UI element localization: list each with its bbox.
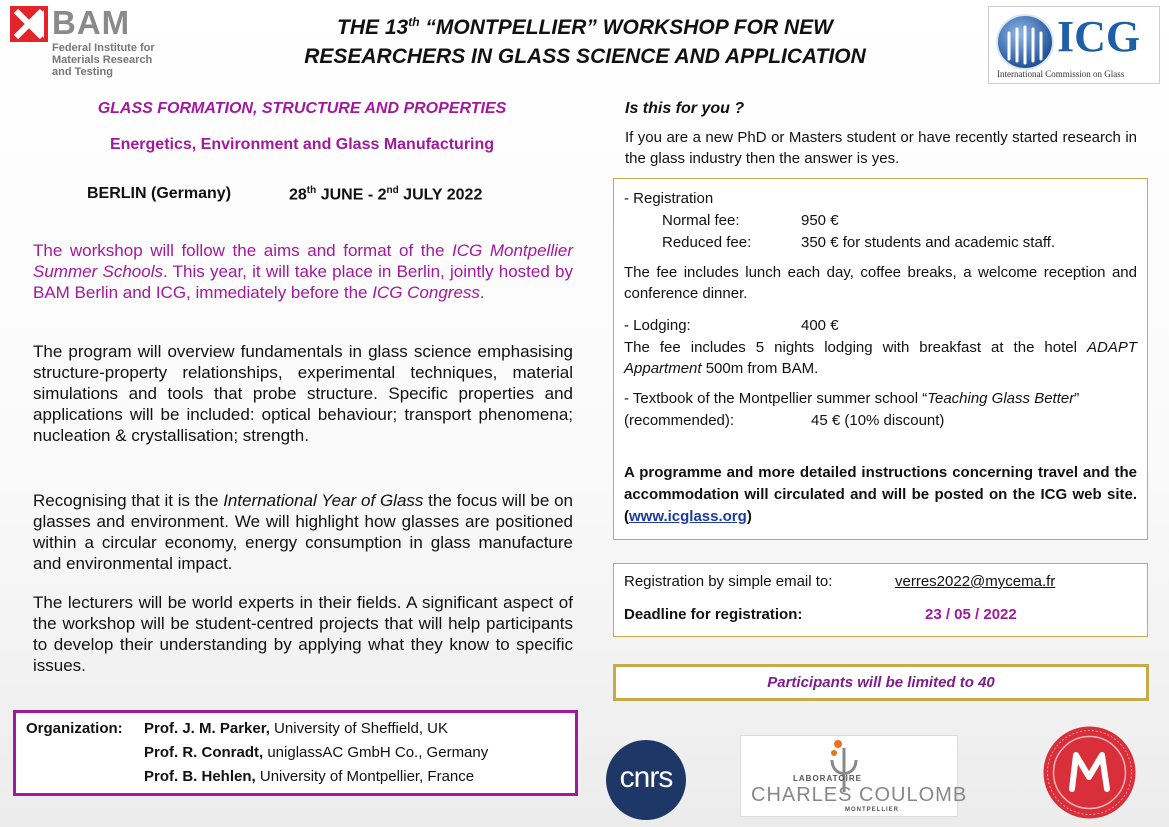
p3-b: International Year of Glass bbox=[223, 491, 424, 510]
audience-title: Is this for you ? bbox=[625, 100, 745, 117]
bam-logo bbox=[8, 4, 156, 76]
event-theme: Energetics, Environment and Glass Manufacturing bbox=[109, 136, 495, 153]
registration-email-link[interactable]: verres2022@mycema.fr bbox=[895, 573, 1056, 590]
organizer-affiliation: uniglassAC GmbH Co., Germany bbox=[263, 744, 489, 761]
programme-text bbox=[624, 462, 1137, 528]
date-start-month: JUNE - 2 bbox=[316, 186, 387, 204]
organization-box bbox=[13, 710, 578, 796]
reduced-fee-label: Reduced fee: bbox=[662, 234, 752, 251]
textbook-a: - Textbook of the Montpellier summer school “ bbox=[624, 390, 928, 407]
programme-text-a: A programme and more detailed instructions concerning travel and the accommodation will circulated and will be posted on the ICG web site. ( bbox=[624, 464, 1137, 525]
organizer-line bbox=[144, 741, 488, 765]
coulomb-logo bbox=[740, 735, 968, 817]
organizer-name: Prof. R. Conradt, bbox=[144, 744, 264, 761]
lodging-value: 400 € bbox=[801, 317, 839, 334]
textbook-b: Teaching Glass Better bbox=[927, 390, 1075, 407]
bam-x-icon bbox=[10, 6, 48, 42]
normal-fee-label: Normal fee: bbox=[662, 212, 740, 229]
textbook-value: 45 € (10% discount) bbox=[811, 412, 945, 429]
organizer-name: Prof. J. M. Parker, bbox=[144, 720, 270, 737]
event-subtitle: GLASS FORMATION, STRUCTURE AND PROPERTIES bbox=[97, 100, 507, 117]
university-montpellier-seal-icon bbox=[1042, 725, 1137, 820]
title-line2: RESEARCHERS IN GLASS SCIENCE AND APPLICATION bbox=[304, 45, 866, 68]
organizer-name: Prof. B. Hehlen, bbox=[144, 768, 256, 785]
registration-box bbox=[613, 563, 1148, 637]
icg-globe-icon bbox=[995, 13, 1055, 71]
participant-limit-banner: Participants will be limited to 40 bbox=[613, 664, 1149, 701]
organizer-affiliation: University of Sheffield, UK bbox=[269, 720, 449, 737]
lodging-label: - Lodging: bbox=[624, 317, 691, 334]
deadline-value: 23 / 05 / 2022 bbox=[925, 606, 1017, 623]
deadline-label: Deadline for registration: bbox=[624, 606, 803, 623]
organizer-line bbox=[144, 717, 448, 741]
lodging-text-b: ADAPT Appartment bbox=[624, 339, 1137, 377]
textbook-text bbox=[624, 388, 1079, 409]
organizer-line bbox=[144, 765, 474, 789]
event-dates bbox=[289, 185, 482, 204]
date-end-rest: JULY 2022 bbox=[398, 186, 483, 204]
normal-fee-value: 950 € bbox=[801, 212, 839, 229]
p1-c: . This year, it will take place in Berlin, jointly hosted by BAM Berlin and ICG, immediately before the bbox=[33, 262, 573, 302]
program-paragraph: The program will overview fundamentals in glass science emphasising structure-property relationships, experimental techniques, material simulations and tools that probe structure. Specific properties and applications will be included: optical behaviour; transport phenomena; nucleation & crystallisation; strength. bbox=[33, 342, 573, 445]
title-line1-post: “MONTPELLIER” WORKSHOP FOR NEW bbox=[419, 16, 833, 39]
coulomb-name: CHARLES COULOMB bbox=[751, 784, 968, 806]
lodging-text-a: The fee includes 5 nights lodging with breakfast at the hotel bbox=[624, 339, 1087, 356]
reduced-fee-value: 350 € for students and academic staff. bbox=[801, 234, 1056, 251]
cnrs-logo-text: cnrs bbox=[619, 761, 673, 794]
bam-logo-subtitle: Federal Institute for Materials Research and Testing bbox=[52, 42, 155, 78]
icg-logo-subtitle: International Commission on Glass bbox=[997, 69, 1125, 79]
date-start-day: 28 bbox=[289, 186, 307, 204]
lecturers-paragraph: The lecturers will be world experts in their fields. A significant aspect of the workshop will be student-centred projects that will help participants to develop their understanding by applying what they know to specific issues. bbox=[33, 593, 573, 675]
focus-paragraph bbox=[33, 490, 573, 574]
organization-label: Organization: bbox=[26, 720, 123, 737]
title-line1-pre: THE 13 bbox=[337, 16, 409, 39]
registration-email-label: Registration by simple email to: bbox=[624, 573, 833, 590]
p1-e: . bbox=[479, 283, 485, 302]
registration-label: - Registration bbox=[624, 190, 714, 207]
date-start-sup: th bbox=[306, 185, 317, 196]
p3-c: the focus will be on glasses and environment. We will highlight how glasses are positioned within a circular economy, energy consumption in glass manufacture and environmental impact. bbox=[33, 491, 573, 573]
p1-b: ICG Montpellier Summer Schools bbox=[33, 241, 573, 281]
textbook-c: ” bbox=[1074, 390, 1080, 407]
fees-box bbox=[613, 178, 1148, 540]
icg-website-link[interactable]: www.icglass.org bbox=[629, 508, 747, 525]
p1-d: ICG Congress bbox=[372, 283, 480, 302]
lodging-text bbox=[624, 337, 1137, 379]
lodging-text-c: 500m from BAM. bbox=[701, 360, 819, 377]
event-location: BERLIN (Germany) bbox=[87, 185, 232, 202]
icg-logo-name: ICG bbox=[1057, 12, 1141, 61]
icg-logo bbox=[988, 6, 1160, 84]
bam-logo-name: BAM bbox=[52, 4, 131, 41]
organizer-affiliation: University of Montpellier, France bbox=[255, 768, 475, 785]
fee-includes-text: The fee includes lunch each day, coffee breaks, a welcome reception and conference dinner. bbox=[624, 264, 1137, 302]
p1-a: The workshop will follow the aims and format of the bbox=[33, 241, 453, 260]
p3-a: Recognising that it is the bbox=[33, 491, 224, 510]
audience-text: If you are a new PhD or Masters student or have recently started research in the glass industry then the answer is yes. bbox=[625, 129, 1137, 167]
coulomb-lab-label: LABORATOIRE bbox=[793, 774, 862, 783]
coulomb-city: MONTPELLIER bbox=[845, 807, 899, 813]
cnrs-logo bbox=[606, 740, 686, 820]
title-sup: th bbox=[408, 15, 420, 29]
programme-text-end: ) bbox=[746, 508, 752, 525]
textbook-recommended: (recommended): bbox=[624, 412, 735, 429]
intro-paragraph bbox=[33, 240, 573, 303]
date-end-sup: nd bbox=[386, 185, 399, 196]
page-title bbox=[200, 8, 970, 71]
